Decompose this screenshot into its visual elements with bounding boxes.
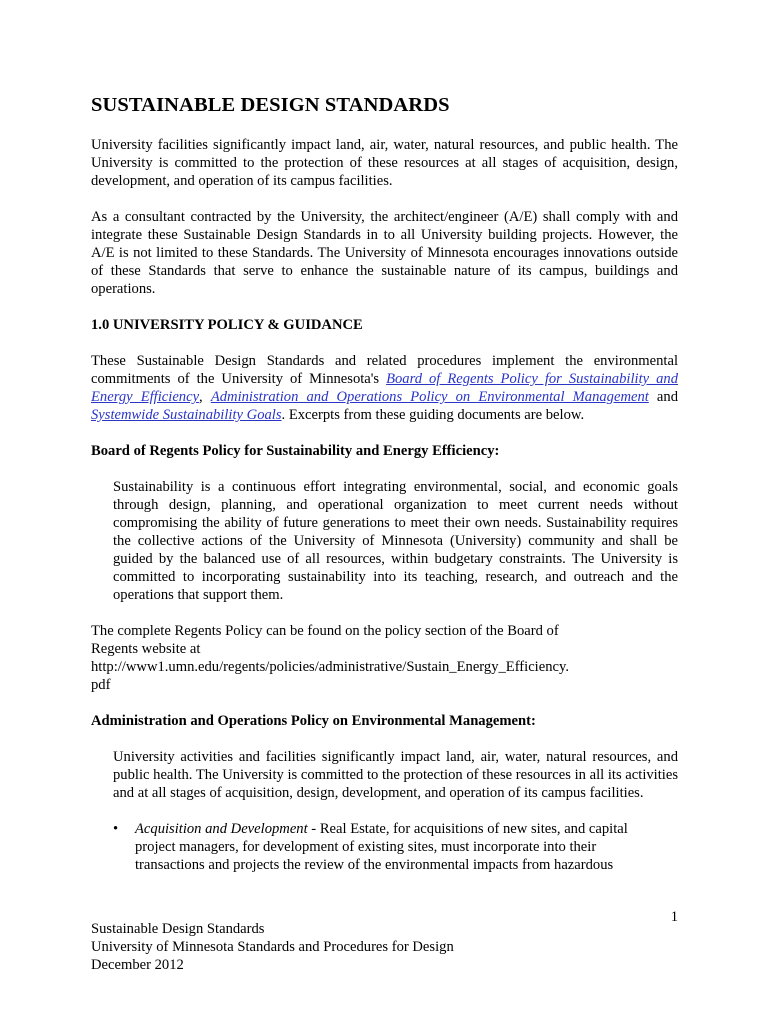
footer-line-1: Sustainable Design Standards <box>91 921 265 937</box>
link-sustainability-goals[interactable]: Systemwide Sustainability Goals <box>91 407 282 423</box>
regents-quote: Sustainability is a continuous effort integrating environmental, social, and economic goals through design, planning, and operational organization to meet current needs without compromising the ability of future generations to meet their own needs. Sustainability requires the collective actions of the University of Minnesota (University) community and shall be guided by the balanced use of all resources, within budgetary constraints. The University is committed to incorporating sustainability into its teaching, research, and outreach and the operations that support them. <box>113 479 678 603</box>
regents-url: http://www1.umn.edu/regents/policies/administrative/Sustain_Energy_Efficiency. <box>91 659 569 675</box>
page-number: 1 <box>670 909 678 925</box>
bullet-line-1: - Real Estate, for acquisitions of new sites, and capital <box>307 821 628 837</box>
section-heading-policy: 1.0 UNIVERSITY POLICY & GUIDANCE <box>91 317 363 333</box>
intro-paragraph-1: University facilities significantly impact land, air, water, natural resources, and public health. The University is committed to the protection of these resources at all stages of acquisition, design, development, and operation of its campus facilities. <box>91 137 678 189</box>
footer-line-2: University of Minnesota Standards and Procedures for Design <box>91 939 454 955</box>
bullet-line-2: project managers, for development of existing sites, must incorporate into their <box>135 839 597 855</box>
footer-line-3: December 2012 <box>91 957 184 973</box>
admin-heading: Administration and Operations Policy on Environmental Management: <box>91 713 536 729</box>
bullet-title: Acquisition and Development <box>135 821 308 837</box>
regents-note-line-1: The complete Regents Policy can be found on the policy section of the Board of <box>91 623 559 639</box>
admin-quote: University activities and facilities significantly impact land, air, water, natural resources, and public health. The University is committed to the protection of these resources in all its activities and at all stages of acquisition, design, development, and operation of its campus facilities. <box>113 749 678 801</box>
regents-note <box>91 622 678 694</box>
list-item <box>113 820 678 874</box>
policy-paragraph <box>91 352 678 424</box>
bullet-marker: • <box>113 821 119 837</box>
regents-url-suffix: pdf <box>91 677 111 693</box>
page-title: SUSTAINABLE DESIGN STANDARDS <box>91 94 450 116</box>
page-footer <box>91 909 678 974</box>
link-regents-policy[interactable]: Board of Regents Policy for Sustainability and Energy Efficiency <box>91 371 678 405</box>
bullet-line-3: transactions and projects the review of the environmental impacts from hazardous <box>135 857 614 873</box>
intro-paragraph-2: As a consultant contracted by the University, the architect/engineer (A/E) shall comply with and integrate these Sustainable Design Standards in to all University building projects. However, the A/E is not limited to these Standards. The University of Minnesota encourages innovations outside of these Standards that serve to enhance the sustainable nature of its campus, buildings and operations. <box>91 209 678 297</box>
policy-text-end: . Excerpts from these guiding documents are below. <box>281 407 585 423</box>
policy-separator-2: and <box>648 389 679 405</box>
policy-separator-1: , <box>199 389 211 405</box>
document-page <box>91 92 678 874</box>
admin-bullet-list <box>113 820 678 874</box>
policy-text-start: These Sustainable Design Standards and related procedures implement the environmental commitments of the University of Minnesota's <box>91 353 678 387</box>
link-admin-policy[interactable]: Administration and Operations Policy on Environmental Management <box>210 389 649 405</box>
regents-note-line-2: Regents website at <box>91 641 201 657</box>
regents-heading: Board of Regents Policy for Sustainability and Energy Efficiency: <box>91 443 500 459</box>
